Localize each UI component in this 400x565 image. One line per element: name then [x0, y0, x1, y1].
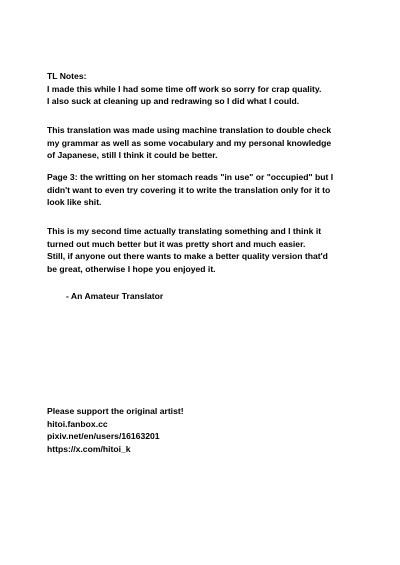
tl-notes-line: I made this while I had some time off work so sorry for crap quality. [47, 83, 322, 94]
paragraph-line: Page 3: the writting on her stomach reads "in use" or "occupied" but I [47, 172, 334, 182]
artist-link[interactable]: pixiv.net/en/users/16163201 [47, 431, 160, 441]
machine-translation-paragraph [47, 124, 387, 162]
paragraph-line: didn't want to even try covering it to write the translation only for it to [47, 184, 331, 195]
page3-note-paragraph [47, 171, 387, 209]
tl-notes-heading: TL Notes: [47, 71, 87, 81]
artist-link[interactable]: hitoi.fanbox.cc [47, 418, 108, 429]
paragraph-line: my grammar as well as some vocabulary and my personal knowledge [47, 137, 332, 148]
tl-notes-line: I also suck at cleaning up and redrawing so I did what I could. [47, 96, 300, 106]
translator-signoff [66, 290, 400, 303]
paragraph-line: turned out much better but it was pretty short and much easier. [47, 238, 306, 249]
support-artist-section [47, 405, 387, 455]
tl-notes-section [47, 70, 387, 108]
support-heading: Please support the original artist! [47, 406, 184, 416]
paragraph-line: be great, otherwise I hope you enjoyed it. [47, 263, 216, 274]
paragraph-line: Still, if anyone out there wants to make a better quality version that'd [47, 251, 328, 261]
paragraph-line: of Japanese, still I think it could be better. [47, 150, 218, 160]
paragraph-line: This translation was made using machine translation to double check [47, 125, 332, 135]
artist-link[interactable]: https://x.com/hitoi_k [47, 443, 131, 454]
paragraph-line: look like shit. [47, 197, 102, 207]
signoff-text: - An Amateur Translator [66, 291, 164, 301]
paragraph-line: This is my second time actually translating something and I think it [47, 226, 322, 236]
translator-experience-paragraph [47, 225, 387, 275]
